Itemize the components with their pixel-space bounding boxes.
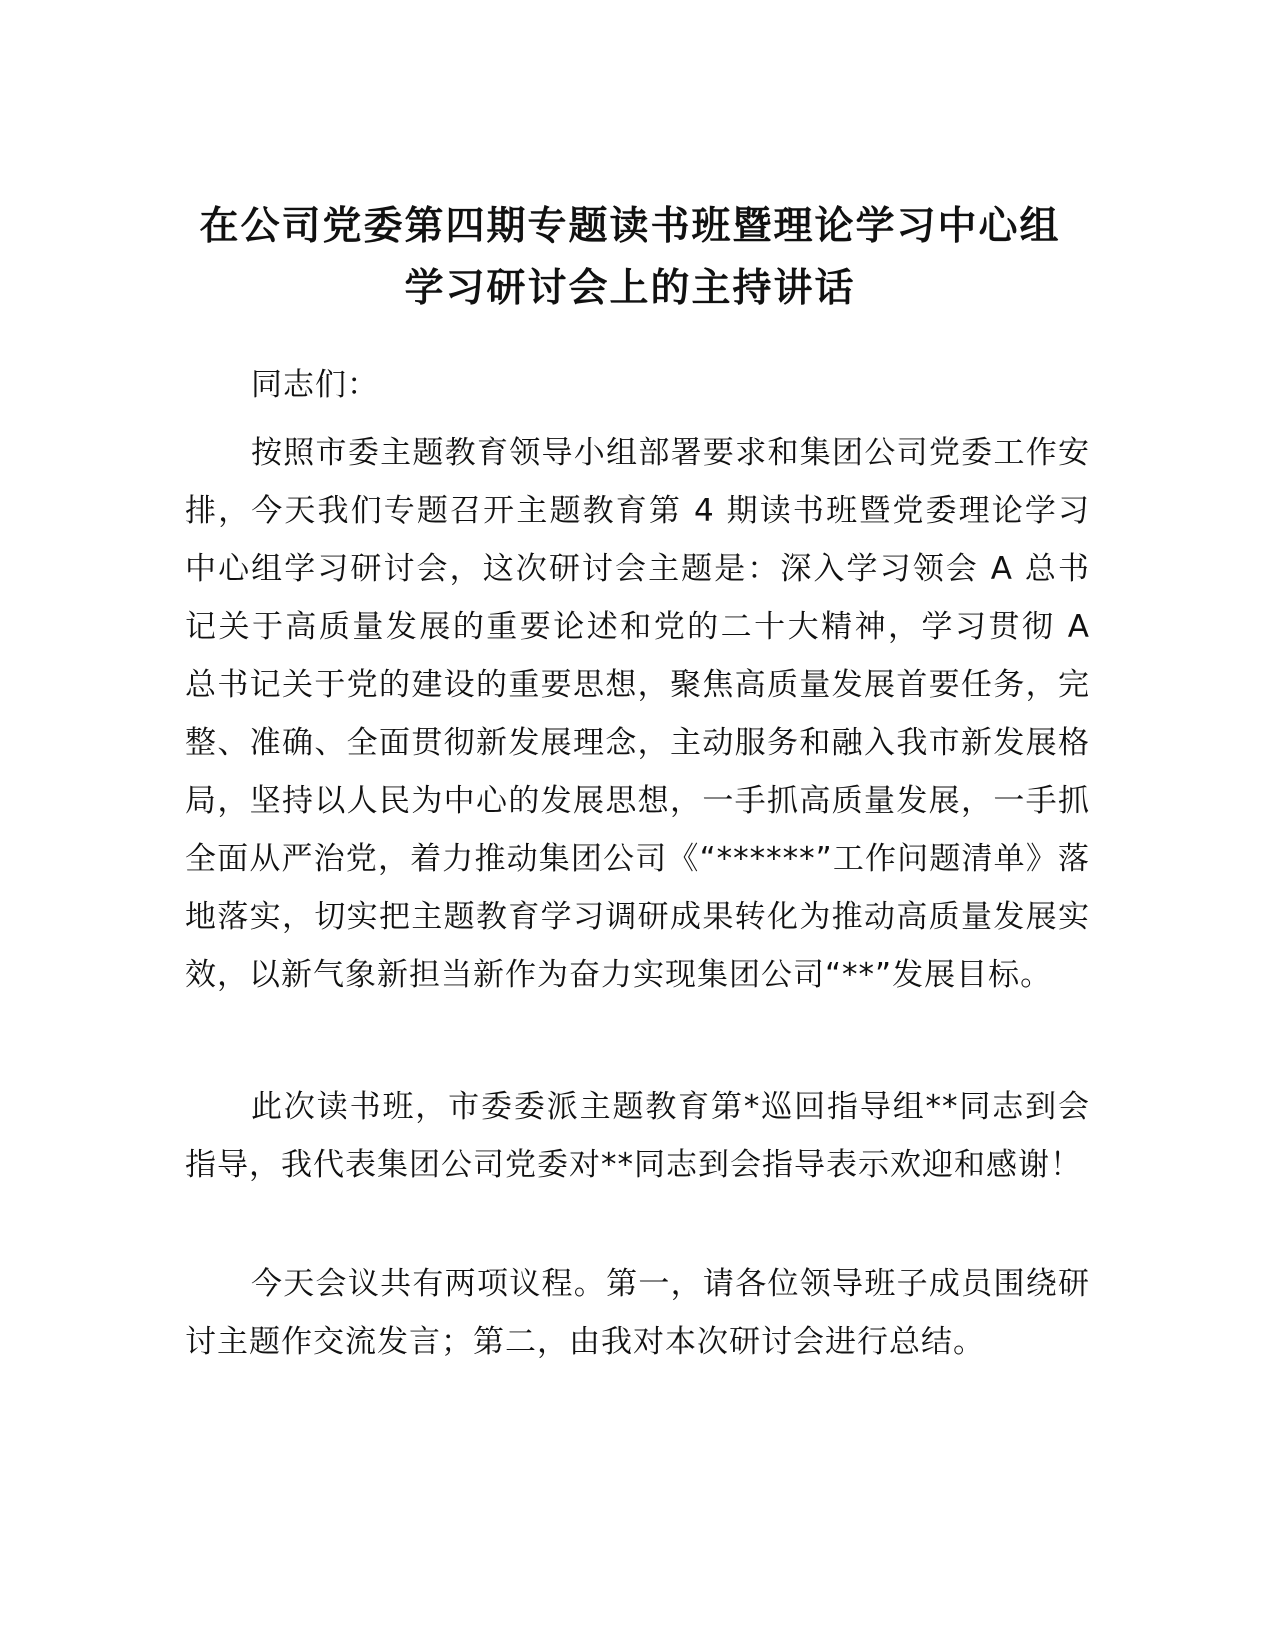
document-title: 在公司党委第四期专题读书班暨理论学习中心组学习研讨会上的主持讲话 (199, 204, 1061, 311)
greeting: 同志们： (251, 367, 379, 403)
paragraph-1: 按照市委主题教育领导小组部署要求和集团公司党委工作安排，今天我们专题召开主题教育第 4 期读书班暨党委理论学习中心组学习研讨会，这次研讨会主题是：深入学习领会 A 总书记关于高质量发展的重要论述和党的二十大精神，学习贯彻 A 总书记关于党的建设的重要思想，聚焦高质量发展首要任务，完整、准确、全面贯彻新发展理念，主动服务和融入我市新发展格局，坚持以人民为中心的发展思想，一手抓高质量发展，一手抓全面从严治党，着力推动集团公司《“******”工作问题清单》落地落实，切实把主题教育学习调研成果转化为推动高质量发展实效，以新气象新担当新作为奋力实现集团公司“**”发展目标。 (185, 435, 1090, 993)
paragraph-3: 今天会议共有两项议程。第一，请各位领导班子成员围绕研讨主题作交流发言；第二，由我对本次研讨会进行总结。 (185, 1266, 1090, 1360)
paragraph-2: 此次读书班，市委委派主题教育第*巡回指导组**同志到会指导，我代表集团公司党委对**同志到会指导表示欢迎和感谢！ (185, 1089, 1090, 1183)
